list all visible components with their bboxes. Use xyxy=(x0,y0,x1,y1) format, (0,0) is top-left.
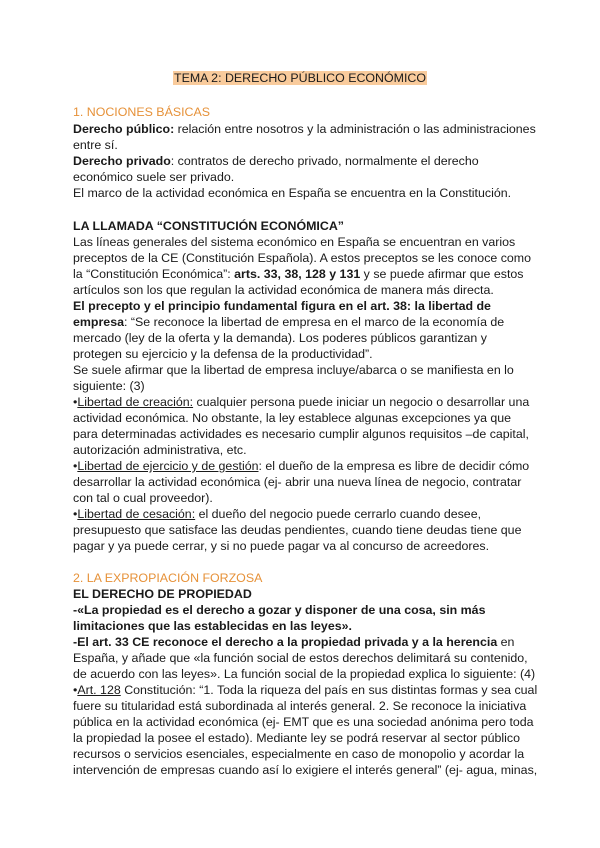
paragraph-line: siguiente: (3) xyxy=(73,379,145,393)
text: el dueño del negocio puede cerrarlo cuando desee, xyxy=(195,507,482,521)
bullet-icon: • xyxy=(73,507,78,521)
page-title xyxy=(0,70,600,86)
paragraph-line: económico suele ser privado. xyxy=(73,170,235,184)
paragraph-line: mercado (ley de la oferta y la demanda). Los poderes públicos garantizan y xyxy=(73,331,487,345)
term: empresa xyxy=(73,315,124,329)
paragraph-line: desarrollar la actividad económica (ej- abrir una nueva línea de negocio, contratar xyxy=(73,475,522,489)
term: El precepto y el principio fundamental figura en el art. 38: la libertad de xyxy=(73,299,491,313)
paragraph-line: autorización administrativa, etc. xyxy=(73,443,247,457)
paragraph-line: Se suele afirmar que la libertad de empresa incluye/abarca o se manifiesta en lo xyxy=(73,363,514,377)
paragraph-line: pagar y ya puede cerrar, y si no puede pagar va al concurso de acreedores. xyxy=(73,539,490,553)
section-heading: 1. NOCIONES BÁSICAS xyxy=(73,105,211,119)
text: cualquier persona puede iniciar un negocio o desarrollar una xyxy=(193,395,530,409)
paragraph-line: actividad económica. No obstante, la ley establece algunas excepciones ya que xyxy=(73,411,512,425)
paragraph-line: recursos o servicios esenciales, especialmente en caso de monopolio y acordar la xyxy=(73,747,525,761)
paragraph-line: preceptos de la CE (Constitución Española). A estos preceptos se les conoce como xyxy=(73,251,532,265)
text: : contratos de derecho privado, normalmente el derecho xyxy=(170,154,479,168)
paragraph-line xyxy=(73,602,485,618)
term: -El art. 33 CE reconoce el derecho a la propiedad privada y a la herencia xyxy=(73,635,498,649)
subsection-heading-text: EL DERECHO DE PROPIEDAD xyxy=(73,587,252,601)
paragraph-line: pública en la actividad económica (ej- EMT que es una sociedad anónima pero toda xyxy=(73,715,534,729)
text: Constitución: “1. Toda la riqueza del país en sus distintas formas y sea cual xyxy=(120,683,538,697)
paragraph-line xyxy=(73,121,536,137)
list-item xyxy=(73,394,529,410)
list-item xyxy=(73,506,481,522)
text: : “Se reconoce la libertad de empresa en el marco de la economía de xyxy=(123,315,505,329)
paragraph-line: presupuesto que satisface las deudas pendientes, cuando tiene deudas tiene que xyxy=(73,523,522,537)
subsection-heading xyxy=(73,586,252,602)
list-term: Libertad de creación: xyxy=(77,395,194,409)
paragraph-line xyxy=(73,298,491,314)
text: la “Constitución Económica”: xyxy=(73,267,235,281)
term: -«La propiedad es el derecho a gozar y disponer de una cosa, sin más xyxy=(73,603,486,617)
paragraph-line: la propiedad la posee el estado). Mediante ley se podrá reservar al sector público xyxy=(73,731,521,745)
text: : el dueño de la empresa es libre de decidir cómo xyxy=(258,459,530,473)
bullet-icon: • xyxy=(73,395,78,409)
paragraph-line: de acuerdo con las leyes». La función social de la propiedad explica lo siguiente: (4) xyxy=(73,667,536,681)
term: limitaciones que las establecidas en las leyes». xyxy=(73,619,352,633)
term: Derecho privado xyxy=(73,154,171,168)
paragraph-line: intervención de empresas cuando así lo exigiere el interés general” (ej- agua, minas, xyxy=(73,763,538,777)
paragraph-line: fuere su titularidad está subordinada al interés general. 2. Se reconoce la iniciativa xyxy=(73,699,527,713)
title-text: TEMA 2: DERECHO PÚBLICO ECONÓMICO xyxy=(174,71,426,85)
subsection-heading-text: LA LLAMADA “CONSTITUCIÓN ECONÓMICA” xyxy=(73,219,344,233)
paragraph-line xyxy=(73,634,514,650)
paragraph-line xyxy=(73,618,352,634)
paragraph-line: El marco de la actividad económica en España se encuentra en la Constitución. xyxy=(73,186,512,200)
term: arts. 33, 38, 128 y 131 xyxy=(234,267,361,281)
text: relación entre nosotros y la administración o las administraciones xyxy=(174,122,536,136)
list-term: Libertad de cesación: xyxy=(77,507,196,521)
text: en xyxy=(497,635,515,649)
text: y se puede afirmar que estos xyxy=(360,267,524,281)
bullet-icon: • xyxy=(73,459,78,473)
subsection-heading xyxy=(73,218,344,234)
paragraph-line xyxy=(73,266,523,282)
section-heading: 2. LA EXPROPIACIÓN FORZOSA xyxy=(73,571,263,585)
paragraph-line xyxy=(73,314,504,330)
list-term: Art. 128 xyxy=(77,683,121,697)
paragraph-line: con tal o cual proveedor). xyxy=(73,491,213,505)
bullet-icon: • xyxy=(73,683,78,697)
paragraph-line xyxy=(73,153,479,169)
term: Derecho público: xyxy=(73,122,175,136)
paragraph-line: entre sí. xyxy=(73,138,118,152)
list-term: Libertad de ejercicio y de gestión xyxy=(77,459,259,473)
paragraph-line: artículos son los que regulan la actividad económica de manera más directa. xyxy=(73,283,494,297)
paragraph-line: para determinadas actividades es necesario cumplir algunos requisitos –de capital, xyxy=(73,427,529,441)
paragraph-line: Las líneas generales del sistema económico en España se encuentran en varios xyxy=(73,235,516,249)
list-item xyxy=(73,458,529,474)
paragraph-line: protegen su ejercicio y la defensa de la productividad”. xyxy=(73,347,373,361)
list-item xyxy=(73,682,537,698)
paragraph-line: España, y añade que «la función social de estos derechos delimitará su contenido, xyxy=(73,651,528,665)
